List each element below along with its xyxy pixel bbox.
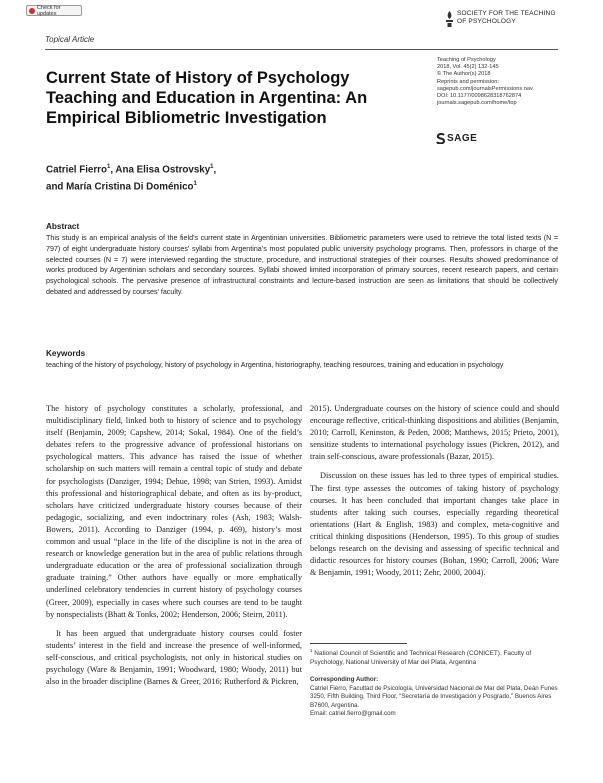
publisher-name: SAGE	[447, 133, 478, 144]
body-paragraph: It has been argued that undergraduate history courses could foster students’ interest in the field and increase the presence of well-informed, self-conscious, and critical psychologists, not only in historical studies on psychology (Ware & Benjamin, 1991; Woodward, 1980; Woody, 2011) but also in the broader discipline (Barnes & Greer, 2016; Rutherford & Pickren,	[46, 628, 302, 687]
section-label: Topical Article	[45, 35, 95, 44]
author-separator: ,	[110, 164, 116, 176]
corresponding-heading: Corresponding Author:	[310, 676, 379, 683]
affiliation-marker: 1	[210, 164, 214, 170]
author-list	[46, 160, 466, 195]
reprints-label: Reprints and permission:	[437, 78, 499, 85]
body-paragraph: Discussion on these issues has led to three types of empirical studies. The first type assesses the outcomes of taking history of psychology courses. It has been concluded that important changes take place in students after taking such courses, especially regarding theoretical orientations (Hart & English, 1983) and complex, meta-cognitive and critical thinking dispositions (Henderson, 1995). To this group of studies belongs research on the devising and assessing of specific technical and didactic resources for history courses (Bohan, 1990; Carroll, 2006; Ware & Benjamin, 1991; Woody, 2011; Zehr, 2000, 2004).	[310, 471, 559, 578]
affiliation-marker: 1	[193, 181, 197, 188]
doi[interactable]: DOI: 10.1177/0098628318762874	[437, 93, 522, 100]
journal-name: Teaching of Psychology	[437, 57, 496, 63]
check-for-updates-badge[interactable]	[26, 5, 82, 16]
journal-volume: 2018, Vol. 45(2) 132-145	[437, 64, 499, 71]
keywords-text: teaching of the history of psychology, history of psychology in Argentina, historiography, teaching resources, training and education in psychology	[46, 361, 504, 369]
article-title: Current State of History of Psychology Teaching and Education in Argentina: An Empirical Bibliometric Investigation	[46, 69, 368, 127]
body-column-left	[46, 403, 302, 688]
keywords-heading: Keywords	[46, 349, 86, 358]
corresponding-author	[310, 676, 559, 719]
corresponding-email[interactable]: Email: catriel.fierro@gmail.com	[310, 710, 396, 718]
author-name: and María Cristina Di Doménico	[46, 181, 194, 193]
author-name: Catriel Fierro	[46, 164, 107, 176]
copyright: © The Author(s) 2018	[437, 71, 491, 78]
affiliation-footnote	[310, 647, 559, 667]
society-line-2: OF PSYCHOLOGY	[457, 18, 516, 25]
corresponding-address: Catriel Fierro, Facultad de Psicología, Universidad Nacional de Mar del Plata, Deán Funes 3250, Fifth Building, Third Floor, “Secretaría de Investigación y Posgrado,” Buenos Aires B7600, Argentina.	[310, 684, 558, 709]
footnote-text: National Council of Scientific and Technical Research (CONICET). Faculty of Psychology, National University of Mar del Plata, Argentina	[310, 650, 532, 666]
journal-home-link[interactable]: journals.sagepub.com/home/top	[437, 100, 517, 107]
lamp-icon	[444, 10, 455, 28]
footnote-divider	[310, 643, 407, 644]
body-paragraph: The history of psychology constitutes a scholarly, professional, and multidisciplinary field, linked both to history of science and to psychology itself (Benjamin, 2009; Capshew, 2014; Sokal, 1984). One of the field’s debates refers to the progressive advance of professional historians on psychological matters. This advance has raised the issue of whether scholarship on such matters will remain a central topic of study and debate for psychologists (Danziger, 1994; Dehue, 1998; van Strien, 1993). Amidst this professional and historiographical debate, and often as its by-product, scholars have criticized undergraduate history courses because of their pedagogic, socializing, and even indoctrinary roles (Ash, 1983; Walsh-Bowers, 2011). According to Danziger (1994, p. 469), history’s most common and usual “place in the life of the discipline is not in the area of research or knowledge generation but in the area of public relations through undergraduate education or the area of professional socialization through graduate training.” Other authors have equally or more emphatically underlined celebratory tendencies in current history of psychology courses (Greer, 2009), especially in cases where such courses are tend to be taught by nonspecialists (Bhatt & Tonks, 2002; Henderson, 2006; Steirn, 2011).	[46, 404, 302, 619]
header-divider	[45, 49, 558, 50]
abstract-heading: Abstract	[46, 222, 80, 231]
footnote-marker: 1	[310, 648, 313, 653]
society-line-1: SOCIETY FOR THE TEACHING	[457, 10, 556, 17]
badge-label: Check for updates	[36, 4, 61, 17]
affiliation-marker: 1	[106, 164, 111, 170]
body-column-right	[310, 403, 559, 579]
permissions-link[interactable]: sagepub.com/journalsPermissions.nav	[437, 85, 533, 92]
author-name: Ana Elisa Ostrovsky	[115, 164, 211, 176]
sage-mark-icon	[436, 133, 446, 144]
body-paragraph: 2015). Undergraduate courses on the history of science could and should encourage reflective, critical-thinking dispositions and abilities (Benjamin, 2010; Carroll, Keninston, & Peden, 2008; Matthews, 2015; Prieto, 2001), sensitize students to international psychology issues (Pickren, 2012), and train self-conscious, aware professionals (Bazar, 2015).	[310, 404, 559, 462]
publisher-logo	[436, 133, 477, 144]
abstract-text: This study is an empirical analysis of the field’s current state in Argentinian universities. Bibliometric parameters were used to retrieve the total listed texts (N = 797) of eight undergraduate history courses’ syllabi from Argentina’s most populated public university psychology programs. Then, professors in charge of the selected courses (N = 7) were interviewed regarding the structure, procedure, and instructional strategies of their courses. Results showed predominance of works produced by Argentinian scholars and secondary sources. Syllabi showed limited incorporation of primary sources, recent research papers, and certain psychological schools. The pervasive presence of infrastructural constraints and lecture-based instruction are seen as limitations that should be collectively debated and addressed by courses’ faculty.	[46, 234, 558, 296]
update-icon	[29, 8, 35, 14]
journal-info	[437, 57, 567, 107]
author-separator: ,	[213, 164, 217, 176]
